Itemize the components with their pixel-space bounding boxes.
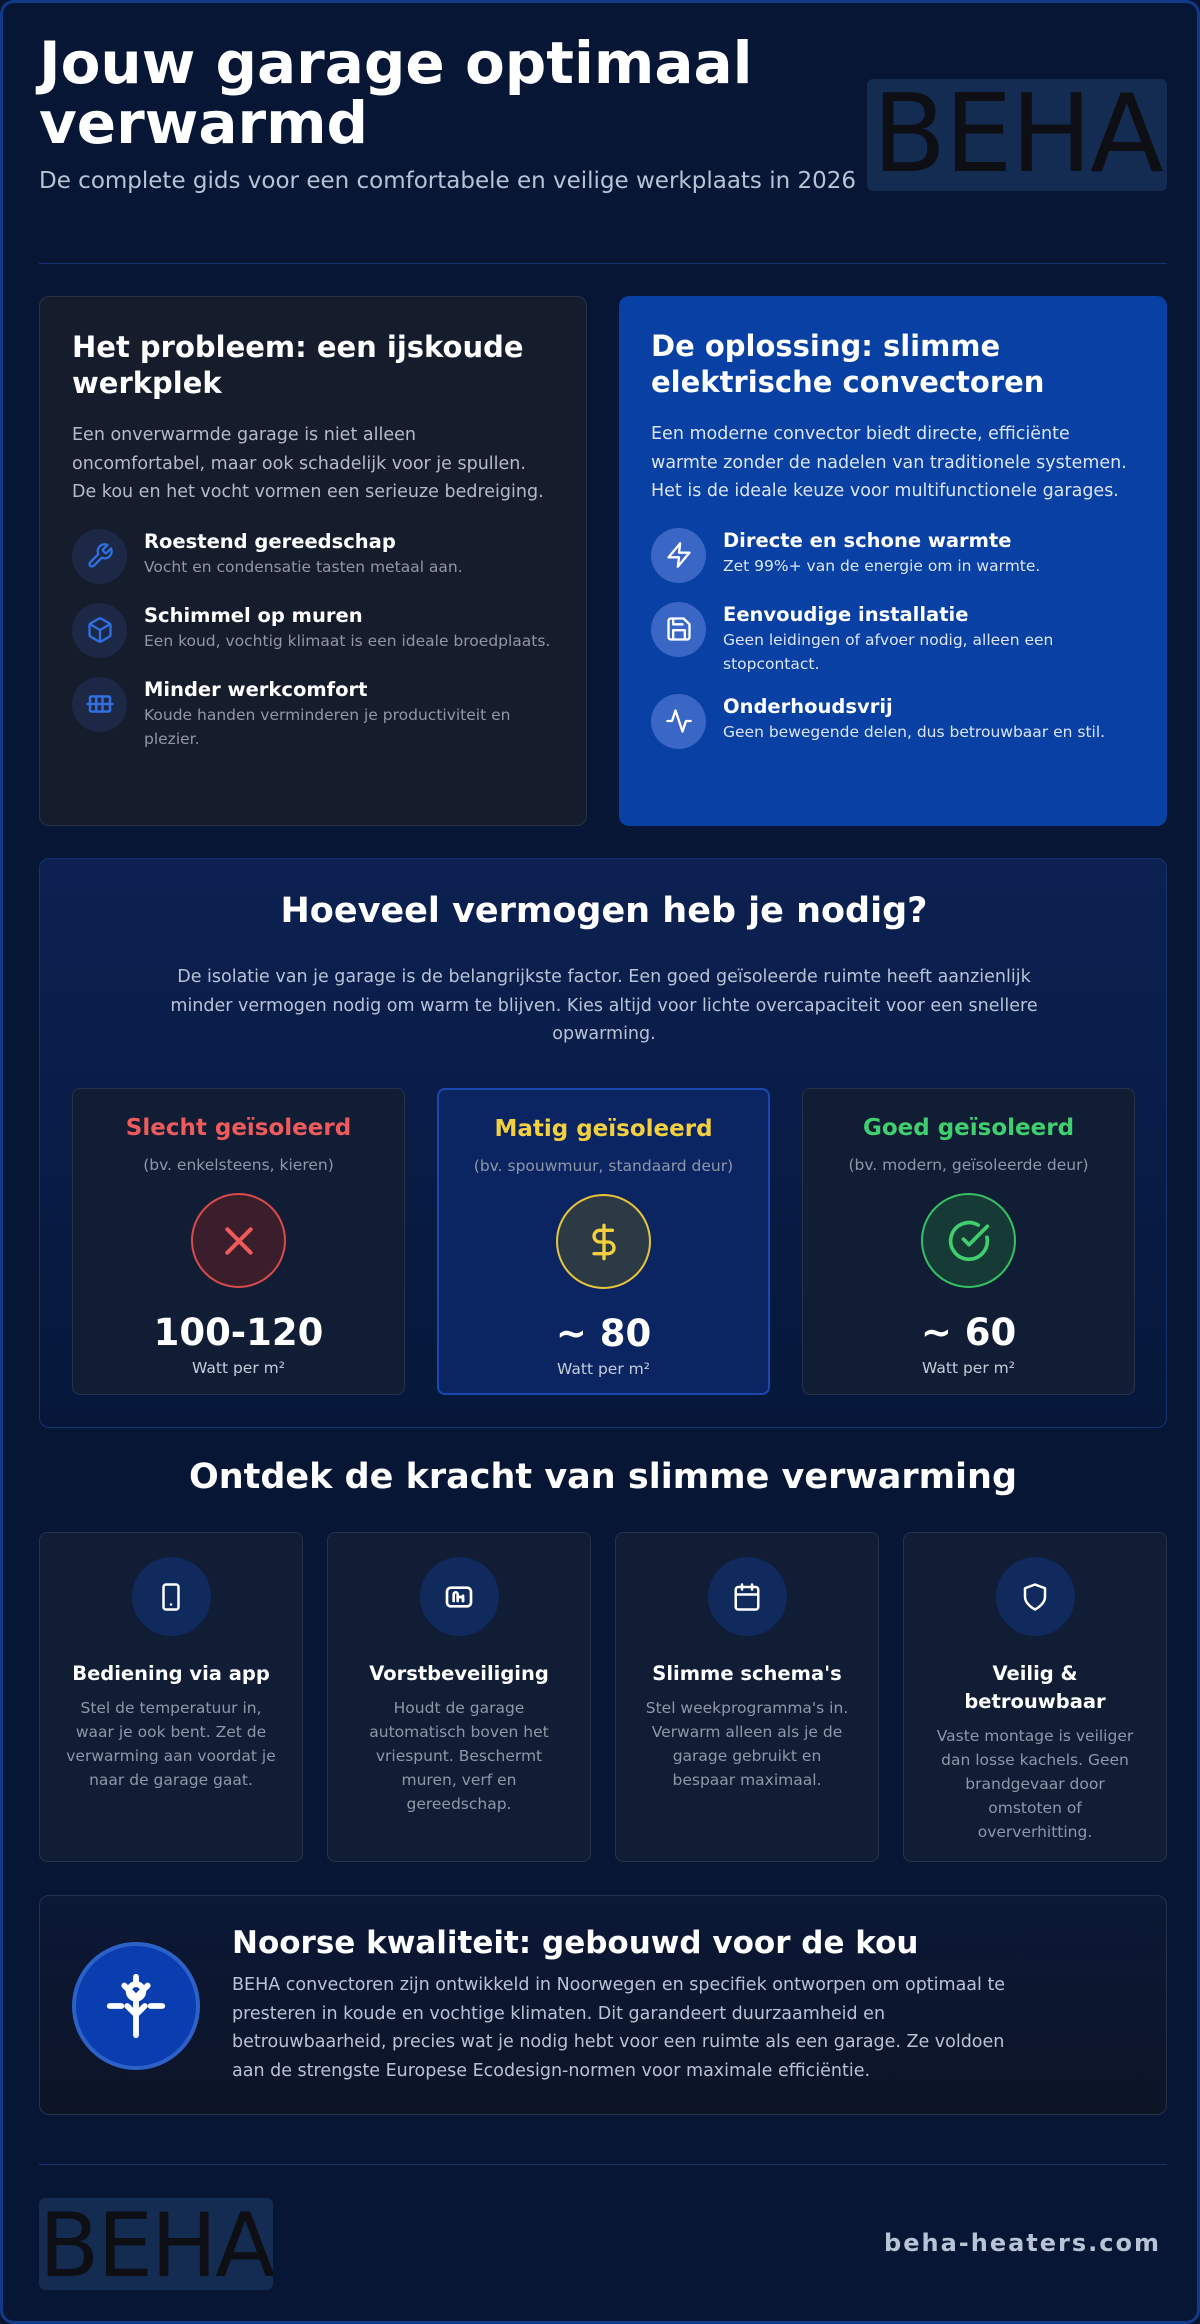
website-link[interactable]: beha-heaters.com	[884, 2229, 1161, 2257]
insulation-level-example: (bv. modern, geïsoleerde deur)	[848, 1156, 1089, 1174]
footer-divider	[39, 2164, 1167, 2165]
power-value: ~ 80	[555, 1312, 652, 1355]
feature-desc: Houdt de garage automatisch boven het vriespunt. Beschermt muren, verf en gereedschap.	[369, 1699, 549, 1813]
norway-section	[39, 1895, 1167, 2115]
power-title: Hoeveel vermogen heb je nodig?	[280, 891, 928, 931]
insulation-card-poor	[72, 1088, 405, 1395]
problem-intro: Een onverwarmde garage is niet alleen oncomfortabel, maar ook schadelijk voor je spullen. De kou en het vocht vormen een serieuze bedreiging.	[72, 425, 544, 502]
solution-item	[651, 602, 1135, 676]
problem-item-title: Roestend gereedschap	[144, 529, 396, 553]
shield-icon	[996, 1557, 1075, 1636]
power-section	[39, 858, 1167, 1428]
insulation-level-title: Slecht geïsoleerd	[125, 1115, 352, 1141]
problem-card	[39, 296, 587, 826]
snowflake-icon	[72, 1942, 200, 2070]
cube-icon	[72, 603, 127, 658]
problem-item-title: Schimmel op muren	[144, 603, 363, 627]
footer-logo-text: BEHA	[39, 2198, 273, 2290]
x-icon	[191, 1193, 286, 1288]
insulation-level-title: Goed geïsoleerd	[862, 1115, 1075, 1141]
lightning-icon	[651, 528, 706, 583]
heater-icon	[72, 677, 127, 732]
problem-item	[72, 603, 554, 659]
problem-item-desc: Koude handen verminderen je productiviteit en plezier.	[144, 705, 511, 748]
solution-item-desc: Zet 99%+ van de energie om in warmte.	[723, 556, 1041, 575]
solution-item-title: Eenvoudige installatie	[723, 602, 969, 626]
header	[39, 29, 1167, 263]
solution-item	[651, 528, 1135, 584]
feature-desc: Vaste montage is veiliger dan losse kachels. Geen brandgevaar door omstoten of oververhitting.	[936, 1727, 1134, 1841]
solution-item-title: Directe en schone warmte	[723, 528, 1012, 552]
feature-desc: Stel weekprogramma's in. Verwarm alleen als je de garage gebruikt en bespaar maximaal.	[645, 1699, 849, 1789]
feature-title: Veilig & betrouwbaar	[964, 1662, 1106, 1713]
feature-card-app	[39, 1532, 303, 1862]
thermostat-icon	[420, 1557, 499, 1636]
norway-desc: BEHA convectoren zijn ontwikkeld in Noorwegen en specifiek ontworpen om optimaal te presteren in koude en vochtige klimaten. Dit garandeert duurzaamheid en betrouwbaarheid, precies wat je nodig hebt voor een ruimte als een garage. Ze voldoen aan de strengste Europese Ecodesign-normen voor maximale efficiëntie.	[232, 1975, 1006, 2081]
save-icon	[651, 602, 706, 657]
insulation-level-title: Matig geïsoleerd	[494, 1116, 713, 1142]
problem-item-title: Minder werkcomfort	[144, 677, 368, 701]
insulation-level-example: (bv. enkelsteens, kieren)	[143, 1156, 334, 1174]
feature-title: Vorstbeveiliging	[369, 1662, 549, 1685]
solution-item-title: Onderhoudsvrij	[723, 694, 893, 718]
feature-card-frost	[327, 1532, 591, 1862]
solution-item	[651, 694, 1135, 750]
feature-card-schedule	[615, 1532, 879, 1862]
power-value: 100-120	[153, 1311, 324, 1354]
norway-title: Noorse kwaliteit: gebouwd voor de kou	[232, 1925, 919, 1961]
dollar-icon	[556, 1194, 651, 1289]
phone-icon	[132, 1557, 211, 1636]
footer-beha-logo	[39, 2198, 273, 2290]
problem-item	[72, 677, 554, 751]
insulation-card-good	[802, 1088, 1135, 1395]
power-unit: Watt per m²	[922, 1359, 1015, 1377]
problem-item	[72, 529, 554, 585]
page-subtitle: De complete gids voor een comfortabele en veilige werkplaats in 2026	[39, 168, 857, 194]
insulation-card-moderate	[437, 1088, 770, 1395]
feature-title: Slimme schema's	[652, 1662, 842, 1685]
check-circle-icon	[921, 1193, 1016, 1288]
wrench-icon	[72, 529, 127, 584]
solution-intro: Een moderne convector biedt directe, efficiënte warmte zonder de nadelen van traditionele systemen. Het is de ideale keuze voor multifunctionele garages.	[651, 424, 1127, 501]
solution-item-desc: Geen leidingen of afvoer nodig, alleen een stopcontact.	[723, 630, 1054, 673]
problem-item-desc: Een koud, vochtig klimaat is een ideale broedplaats.	[144, 631, 551, 650]
feature-card-safe	[903, 1532, 1167, 1862]
solution-item-desc: Geen bewegende delen, dus betrouwbaar en stil.	[723, 722, 1106, 741]
solution-card	[619, 296, 1167, 826]
feature-title: Bediening via app	[72, 1662, 270, 1685]
problem-item-desc: Vocht en condensatie tasten metaal aan.	[144, 557, 463, 576]
power-unit: Watt per m²	[557, 1360, 650, 1378]
solution-title: De oplossing: slimme elektrische convectoren	[651, 329, 1045, 399]
feature-desc: Stel de temperatuur in, waar je ook bent. Zet de verwarming aan voordat je naar de garage gaat.	[66, 1699, 276, 1789]
beha-logo	[867, 79, 1167, 191]
power-intro: De isolatie van je garage is de belangrijkste factor. Een goed geïsoleerde ruimte heeft aanzienlijk minder vermogen nodig om warm te blijven. Kies altijd voor lichte overcapaciteit voor een snellere opwarming.	[170, 967, 1038, 1044]
page-title: Jouw garage optimaal verwarmd	[39, 29, 753, 157]
header-divider	[39, 263, 1167, 264]
insulation-level-example: (bv. spouwmuur, standaard deur)	[473, 1157, 734, 1175]
calendar-icon	[708, 1557, 787, 1636]
power-value: ~ 60	[920, 1311, 1017, 1354]
smart-title: Ontdek de kracht van slimme verwarming	[188, 1457, 1018, 1497]
power-unit: Watt per m²	[192, 1359, 285, 1377]
pulse-icon	[651, 694, 706, 749]
beha-logo-text: BEHA	[872, 79, 1162, 191]
problem-title: Het probleem: een ijskoude werkplek	[72, 330, 524, 400]
